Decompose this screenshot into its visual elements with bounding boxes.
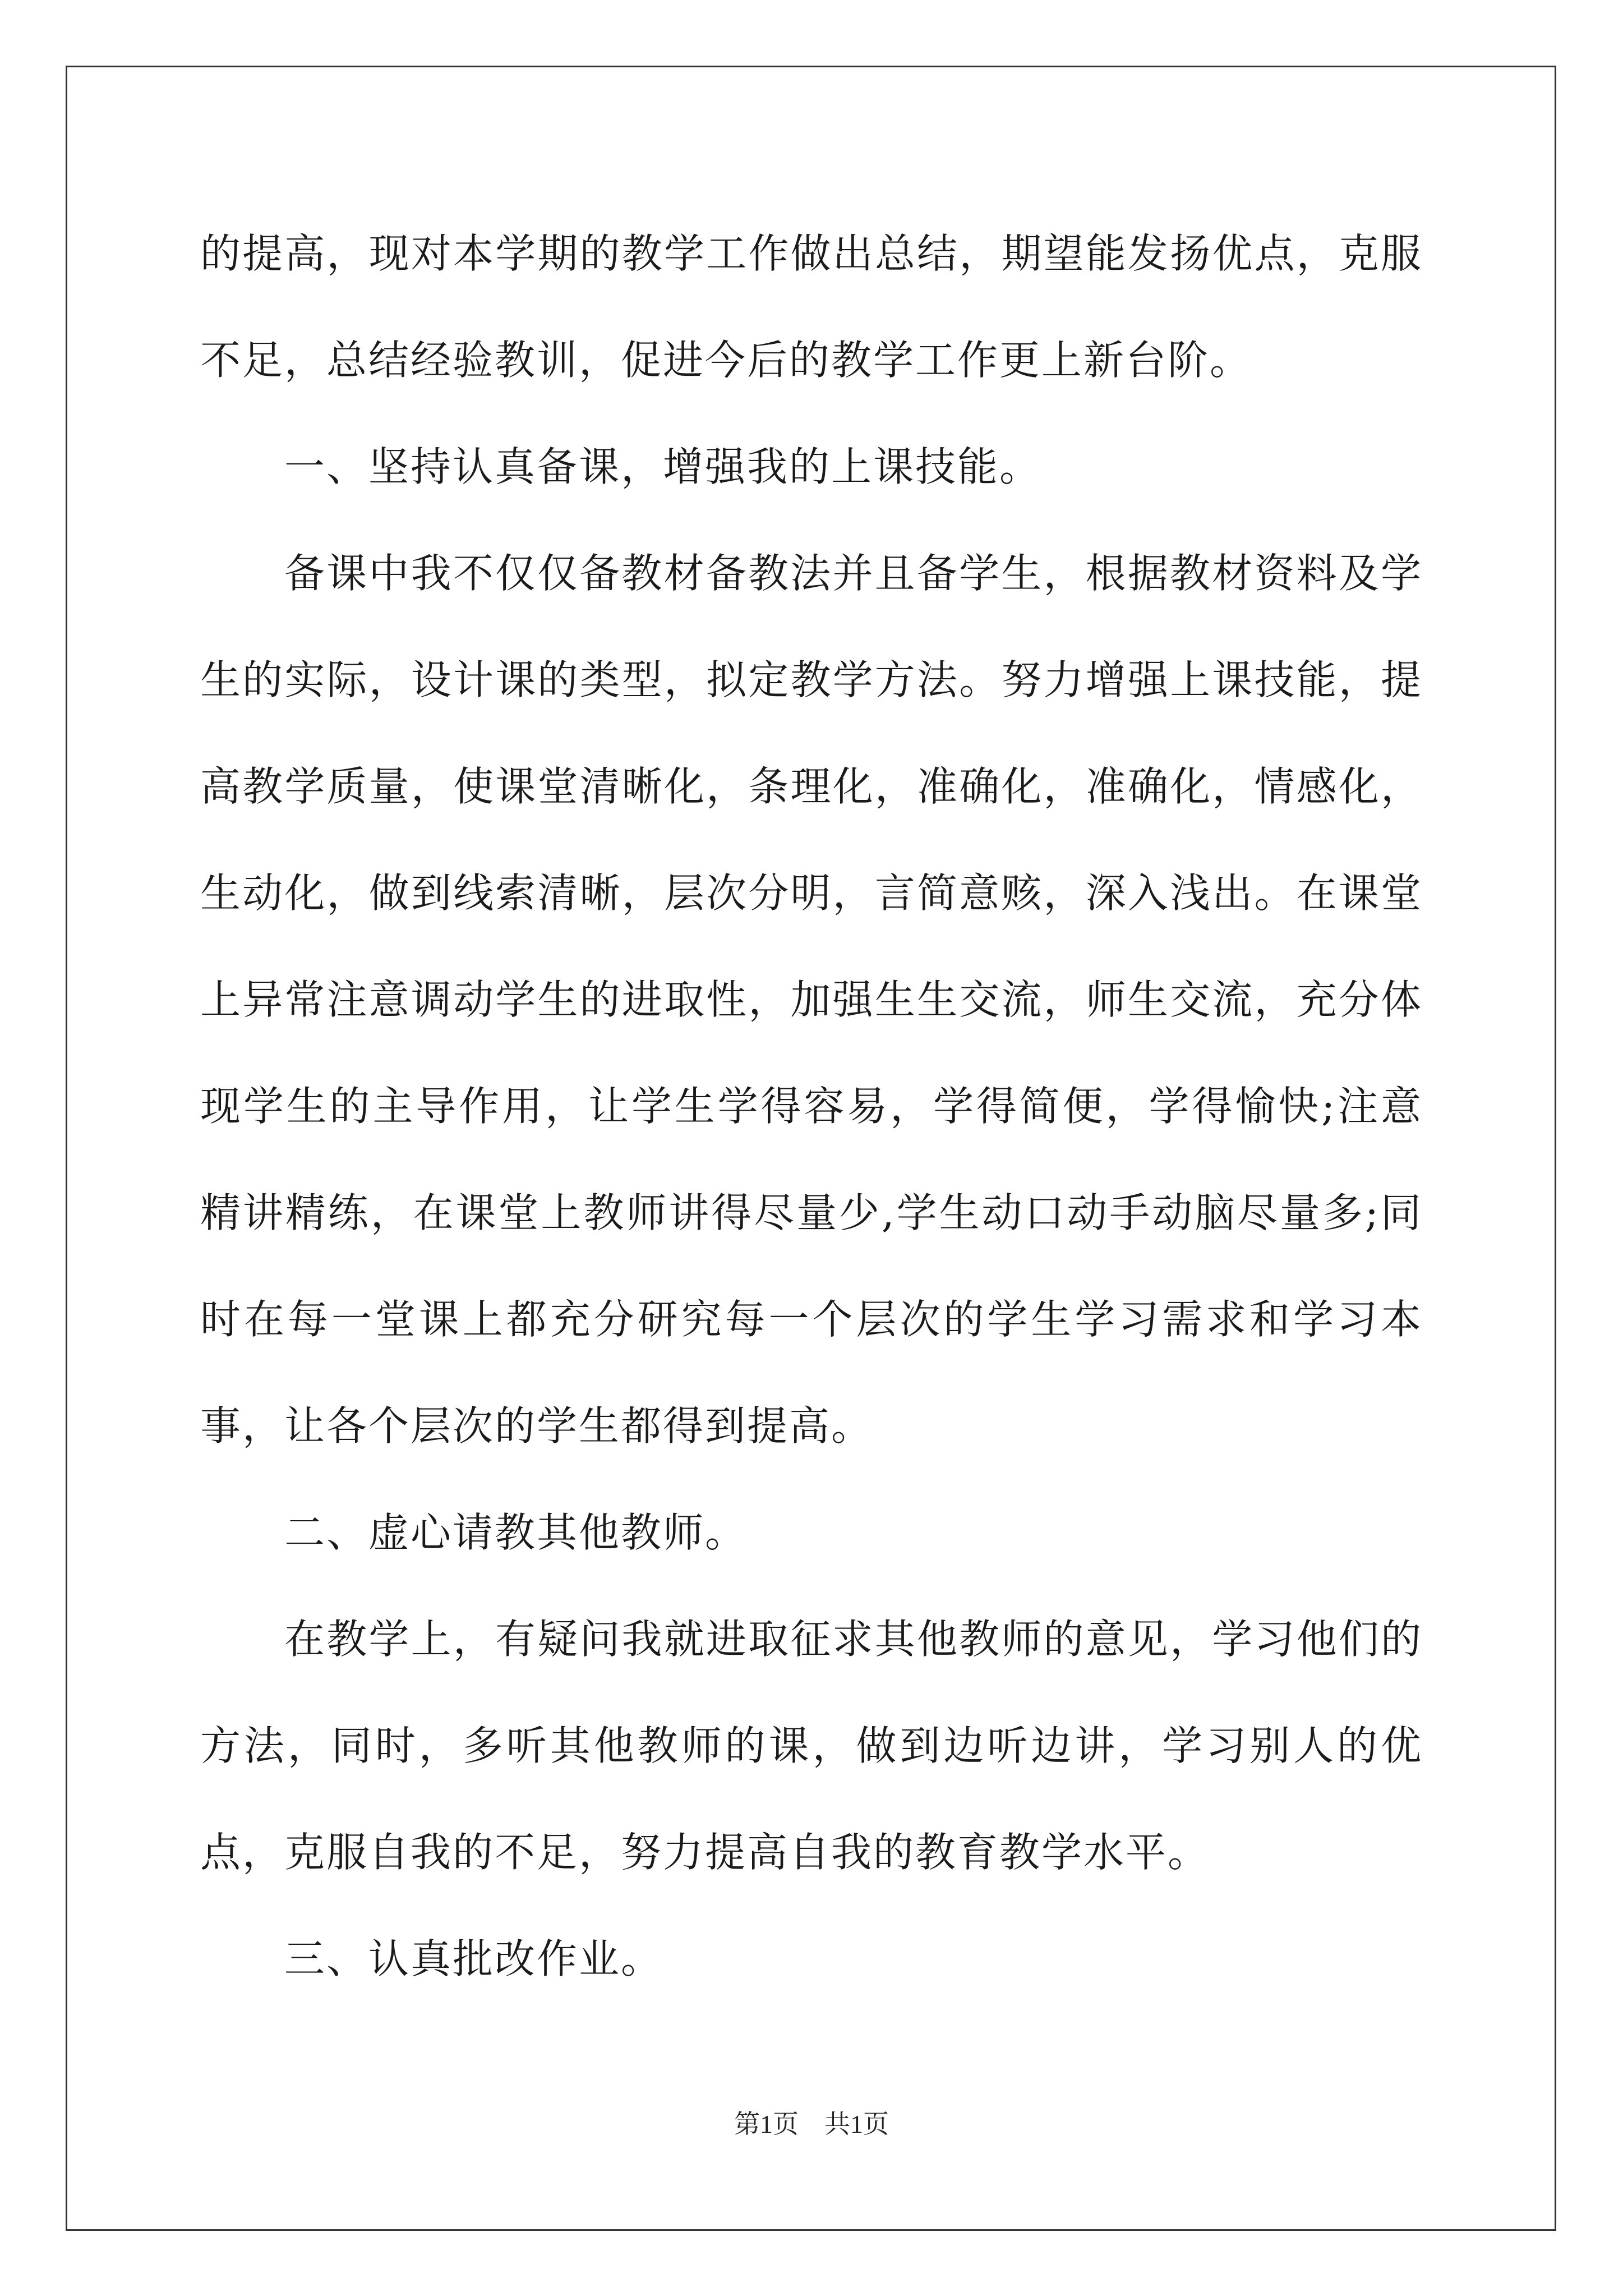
section-heading-one: 一、坚持认真备课，增强我的上课技能。 — [284, 443, 1042, 490]
page-number-footer: 第1页 共1页 — [734, 2110, 889, 2138]
section-heading-two: 二、虚心请教其他教师。 — [284, 1509, 748, 1556]
paragraph-intro-continuation: 的提高，现对本学期的教学工作做出总结，期望能发扬优点，克服不足，总结经验教训，促进今后的教学工作更上新台阶。 — [200, 230, 1423, 384]
paragraph-lesson-preparation: 备课中我不仅仅备教材备教法并且备学生，根据教材资料及学生的实际，设计课的类型，拟定教学方法。努力增强上课技能，提高教学质量，使课堂清晰化，条理化，准确化，准确化，情感化，生动化，做到线索清晰，层次分明，言简意赅，深入浅出。在课堂上异常注意调动学生的进取性，加强生生交流，师生交流，充分体现学生的主导作用，让学生学得容易，学得简便，学得愉快;注意精讲精练，在课堂上教师讲得尽量少,学生动口动手动脑尽量多;同时在每一堂课上都充分研究每一个层次的学生学习需求和学习本事，让各个层次的学生都得到提高。 — [200, 550, 1423, 1450]
section-heading-three: 三、认真批改作业。 — [284, 1935, 663, 1982]
document-body — [200, 200, 1423, 2012]
paragraph-consult-teachers: 在教学上，有疑问我就进取征求其他教师的意见，学习他们的方法，同时，多听其他教师的课，做到边听边讲，学习别人的优点，克服自我的不足，努力提高自我的教育教学水平。 — [200, 1616, 1423, 1876]
